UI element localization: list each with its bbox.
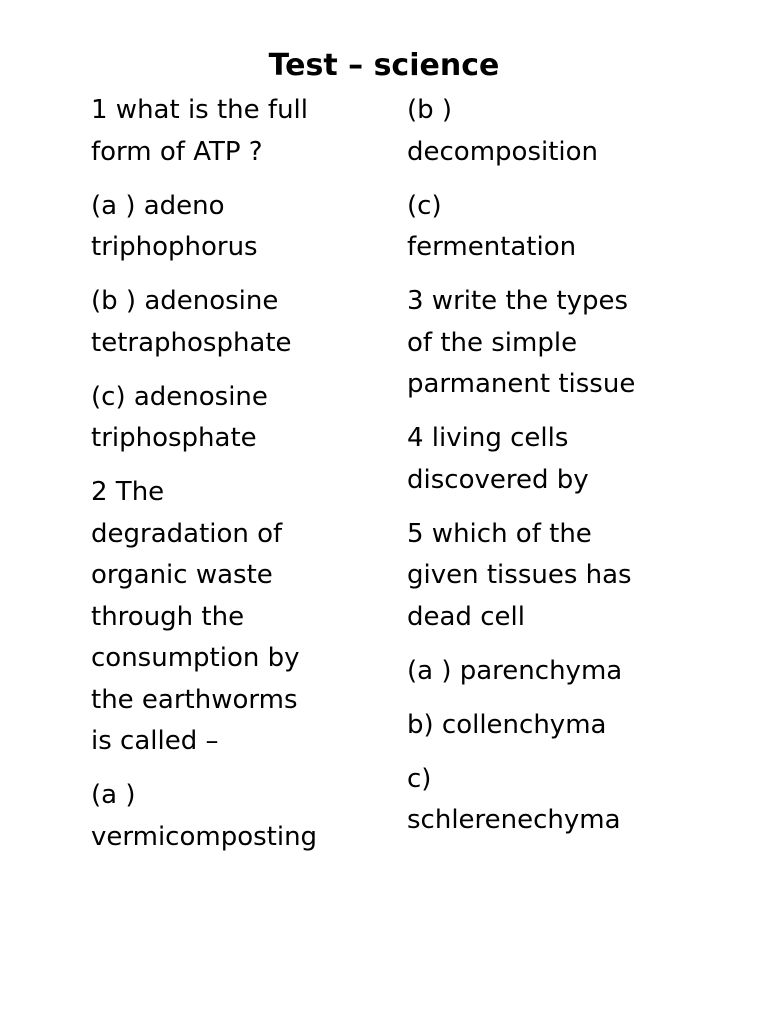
question-2-option-b: (b ) decomposition [407,95,599,167]
question-5-option-a: (a ) parenchyma [407,655,623,686]
question-3: 3 write the types of the simple parmanent tissue [407,286,636,399]
question-1-option-b: (b ) adenosine tetraphosphate [91,286,292,358]
question-1-option-c: (c) adenosine triphosphate [91,381,268,453]
question-1-option-a: (a ) adeno triphophorus [91,190,258,262]
question-2-option-a: (a ) vermicomposting [91,780,318,852]
question-1: 1 what is the full form of ATP ? [91,95,308,167]
question-4: 4 living cells discovered by [407,423,589,495]
question-5: 5 which of the given tissues has dead cell [407,518,632,632]
question-2: 2 The degradation of organic waste through the consumption by the earthworms is called – [91,477,300,756]
question-2-option-c: (c) fermentation [407,190,577,262]
left-column [91,90,383,871]
question-5-option-b: b) collenchyma [407,709,607,740]
right-column [407,90,697,854]
question-5-option-c: c) schlerenechyma [407,763,621,835]
page-title: Test – science [268,48,500,83]
